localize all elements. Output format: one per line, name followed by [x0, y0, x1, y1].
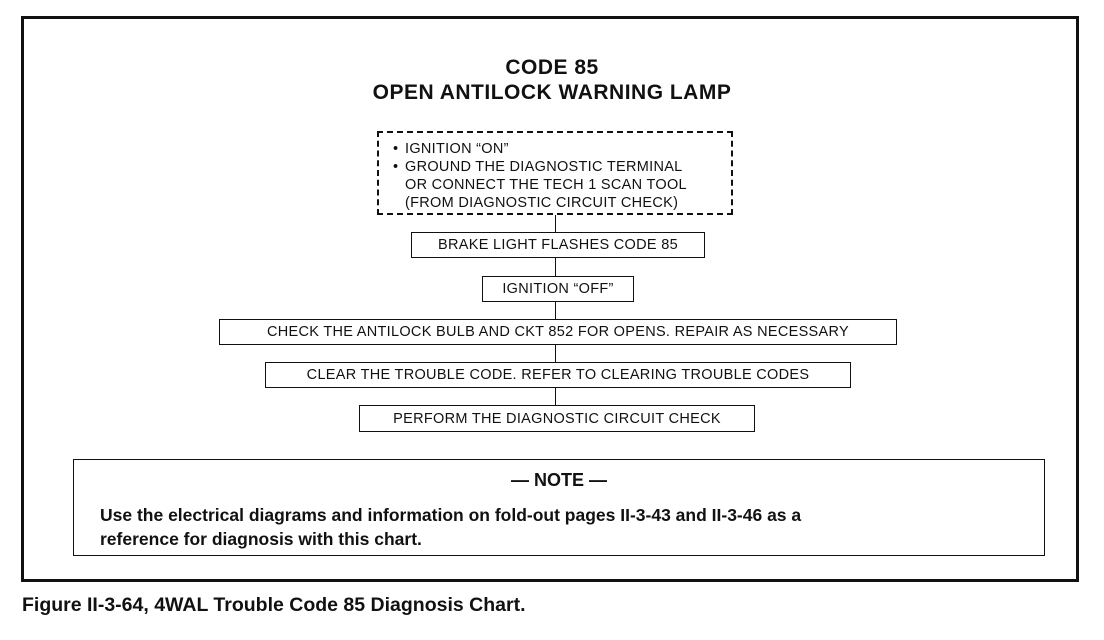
start-line-3: OR CONNECT THE TECH 1 SCAN TOOL: [405, 177, 687, 193]
start-line-2: GROUND THE DIAGNOSTIC TERMINAL: [405, 159, 683, 175]
start-line-4: (FROM DIAGNOSTIC CIRCUIT CHECK): [405, 195, 679, 211]
connector-line: [555, 258, 556, 276]
step-box-check-bulb: CHECK THE ANTILOCK BULB AND CKT 852 FOR OPENS. REPAIR AS NECESSARY: [219, 319, 897, 345]
note-body-line-2: reference for diagnosis with this chart.: [100, 529, 422, 549]
connector-line: [555, 215, 556, 232]
step-box-clear-code: CLEAR THE TROUBLE CODE. REFER TO CLEARING TROUBLE CODES: [265, 362, 851, 388]
start-conditions-box: [377, 131, 733, 215]
note-box: [73, 459, 1045, 556]
step-box-ignition-off: IGNITION “OFF”: [482, 276, 634, 302]
note-body-line-1: Use the electrical diagrams and information on fold-out pages II-3-43 and II-3-46 as a: [100, 505, 802, 525]
note-title: — NOTE —: [510, 470, 607, 490]
connector-line: [555, 345, 556, 362]
step-box-perform-check: PERFORM THE DIAGNOSTIC CIRCUIT CHECK: [359, 405, 755, 432]
bullet-2: •: [393, 159, 399, 175]
step-box-brake-light: BRAKE LIGHT FLASHES CODE 85: [411, 232, 705, 258]
connector-line: [555, 388, 556, 405]
bullet-1: •: [393, 141, 399, 157]
connector-line: [555, 302, 556, 319]
chart-title-code: CODE 85: [505, 56, 599, 79]
note-body: [100, 503, 1020, 551]
figure-caption: Figure II-3-64, 4WAL Trouble Code 85 Diagnosis Chart.: [22, 594, 526, 616]
start-line-1: IGNITION “ON”: [405, 141, 509, 157]
chart-title-description: OPEN ANTILOCK WARNING LAMP: [372, 81, 732, 104]
